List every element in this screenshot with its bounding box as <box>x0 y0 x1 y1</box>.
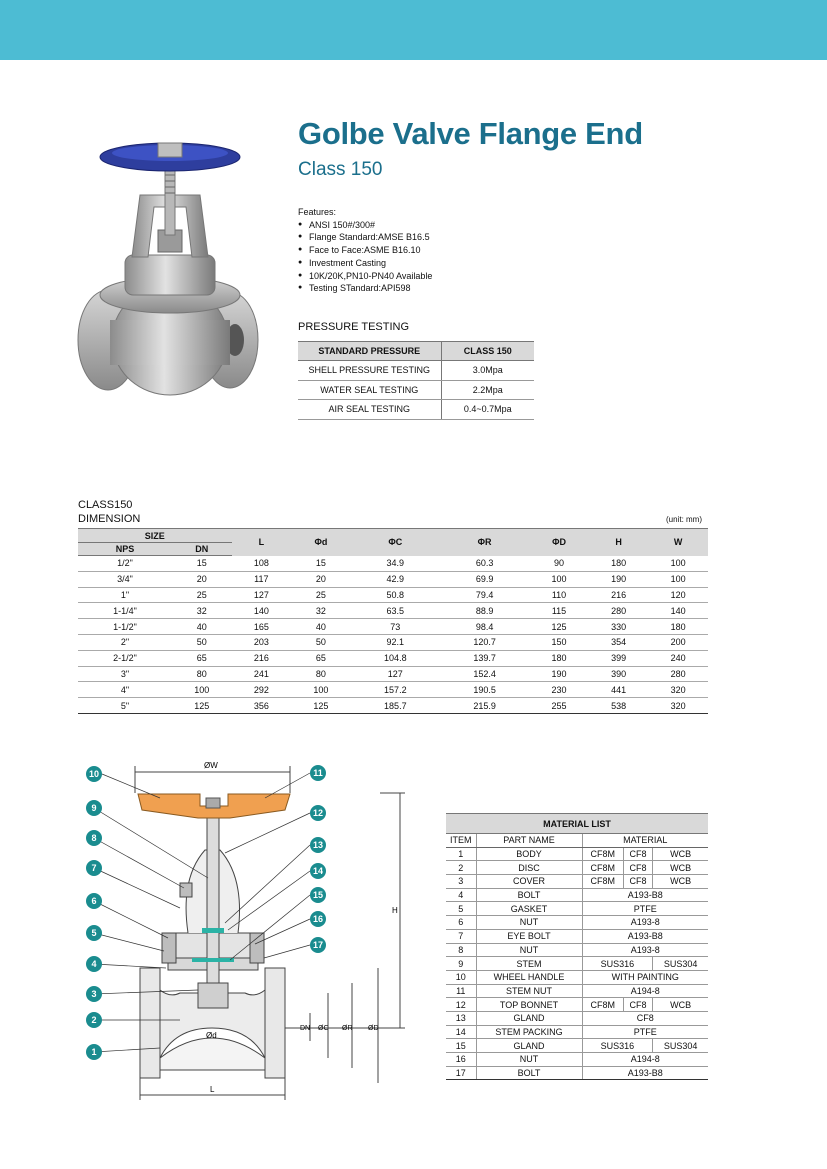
table-row <box>446 916 708 930</box>
table-cell: 3" <box>78 666 172 682</box>
column-header: PART NAME <box>476 834 582 848</box>
table-cell: 255 <box>529 698 589 714</box>
table-cell: GLAND <box>476 1039 582 1053</box>
table-cell: 3.0Mpa <box>441 361 534 381</box>
table-cell: 200 <box>648 634 708 650</box>
callout-badge <box>86 800 102 816</box>
table-cell: CF8M <box>582 847 623 861</box>
table-cell: 127 <box>232 587 292 603</box>
callout-number: 1 <box>91 1047 97 1057</box>
table-cell: STEM PACKING <box>476 1025 582 1039</box>
pressure-testing-table <box>298 341 534 420</box>
table-row <box>78 556 708 572</box>
table-cell: A193-B8 <box>582 888 708 902</box>
table-cell: 100 <box>291 682 351 698</box>
callout-badge <box>86 956 102 972</box>
table-row <box>78 666 708 682</box>
table-row <box>446 888 708 902</box>
column-header: L <box>232 529 292 556</box>
table-cell: 1" <box>78 587 172 603</box>
table-cell: CF8 <box>582 1011 708 1025</box>
table-row <box>446 984 708 998</box>
callout-badge <box>86 860 102 876</box>
table-cell: 538 <box>589 698 649 714</box>
table-cell: GLAND <box>476 1011 582 1025</box>
valve-photo <box>70 135 265 425</box>
table-cell: 230 <box>529 682 589 698</box>
table-cell: 1/2" <box>78 556 172 572</box>
table-cell: 2" <box>78 634 172 650</box>
table-cell: WHEEL HANDLE <box>476 970 582 984</box>
table-cell: 50 <box>172 634 232 650</box>
table-cell: 120.7 <box>440 634 529 650</box>
dim-label-w: ØW <box>204 761 218 770</box>
table-cell: 25 <box>172 587 232 603</box>
table-cell: A193-B8 <box>582 1066 708 1080</box>
table-row <box>446 929 708 943</box>
callout-number: 8 <box>91 833 97 843</box>
table-row <box>78 619 708 635</box>
table-cell: SUS316 <box>582 957 653 971</box>
class-label: CLASS150 <box>78 499 133 511</box>
table-cell: WCB <box>653 998 708 1012</box>
callout-number: 10 <box>88 769 100 779</box>
table-cell: 80 <box>291 666 351 682</box>
table-cell: SUS316 <box>582 1039 653 1053</box>
table-cell: 3 <box>446 875 476 889</box>
dim-label-c: ØC <box>318 1025 329 1032</box>
table-cell: 50 <box>291 634 351 650</box>
table-cell: 100 <box>529 571 589 587</box>
table-cell: STEM <box>476 957 582 971</box>
callout-number: 12 <box>312 808 324 818</box>
table-cell: 240 <box>648 650 708 666</box>
table-cell: 88.9 <box>440 603 529 619</box>
features-list <box>298 219 432 295</box>
dim-label-l: L <box>210 1085 215 1094</box>
callout-badge <box>86 893 102 909</box>
table-cell: A193-B8 <box>582 929 708 943</box>
table-row <box>298 380 534 400</box>
pressure-testing-heading: PRESSURE TESTING <box>298 321 410 333</box>
header-band <box>0 0 827 60</box>
table-cell: 190 <box>529 666 589 682</box>
table-cell: 80 <box>172 666 232 682</box>
table-row <box>78 698 708 714</box>
table-cell: CF8 <box>623 875 652 889</box>
table-cell: NUT <box>476 943 582 957</box>
table-cell: 150 <box>529 634 589 650</box>
table-cell: CF8M <box>582 861 623 875</box>
callout-number: 14 <box>312 866 324 876</box>
table-cell: 104.8 <box>351 650 440 666</box>
table-cell: 165 <box>232 619 292 635</box>
table-cell: PTFE <box>582 1025 708 1039</box>
table-cell: 15 <box>172 556 232 572</box>
callout-badge <box>86 986 102 1002</box>
table-cell: WATER SEAL TESTING <box>298 380 441 400</box>
callout-number: 15 <box>312 890 324 900</box>
table-cell: 42.9 <box>351 571 440 587</box>
table-cell: 7 <box>446 929 476 943</box>
table-cell: 108 <box>232 556 292 572</box>
table-row <box>298 400 534 420</box>
page-subtitle: Class 150 <box>298 159 383 180</box>
table-cell: 9 <box>446 957 476 971</box>
table-cell: 8 <box>446 943 476 957</box>
callout-badge <box>86 1044 102 1060</box>
table-cell: 356 <box>232 698 292 714</box>
column-header: ΦR <box>440 529 529 556</box>
table-cell: 140 <box>648 603 708 619</box>
table-cell: 6 <box>446 916 476 930</box>
table-cell: 12 <box>446 998 476 1012</box>
unit-label: (unit: mm) <box>666 515 702 524</box>
dim-label-d-small: Ød <box>206 1031 217 1040</box>
table-cell: 125 <box>172 698 232 714</box>
table-cell: 4 <box>446 888 476 902</box>
table-cell: A193-8 <box>582 943 708 957</box>
table-cell: 320 <box>648 682 708 698</box>
table-cell: CF8 <box>623 847 652 861</box>
table-cell: 11 <box>446 984 476 998</box>
table-cell: CF8 <box>623 861 652 875</box>
table-cell: 65 <box>172 650 232 666</box>
table-cell: 20 <box>291 571 351 587</box>
table-cell: 20 <box>172 571 232 587</box>
table-row <box>78 571 708 587</box>
table-row <box>446 1039 708 1053</box>
callout-number: 17 <box>312 940 324 950</box>
table-cell: STEM NUT <box>476 984 582 998</box>
callout-number: 13 <box>312 840 324 850</box>
dim-label-r: ØR <box>342 1025 353 1032</box>
table-row <box>446 1053 708 1067</box>
table-cell: TOP BONNET <box>476 998 582 1012</box>
table-cell: 2.2Mpa <box>441 380 534 400</box>
table-row <box>446 957 708 971</box>
table-cell: 14 <box>446 1025 476 1039</box>
features-block <box>298 206 432 295</box>
table-cell: 10 <box>446 970 476 984</box>
size-header: SIZE <box>78 529 232 543</box>
column-header: ΦC <box>351 529 440 556</box>
table-cell: 190.5 <box>440 682 529 698</box>
table-row <box>446 861 708 875</box>
table-cell: EYE BOLT <box>476 929 582 943</box>
table-cell: 180 <box>529 650 589 666</box>
table-cell: 100 <box>648 556 708 572</box>
table-cell: A194-8 <box>582 984 708 998</box>
callout-badge <box>310 911 326 927</box>
callout-number: 6 <box>91 896 97 906</box>
column-header: W <box>648 529 708 556</box>
table-cell: 152.4 <box>440 666 529 682</box>
column-header: DN <box>172 543 232 556</box>
table-cell: SHELL PRESSURE TESTING <box>298 361 441 381</box>
table-cell: DISC <box>476 861 582 875</box>
table-row <box>78 682 708 698</box>
table-cell: 65 <box>291 650 351 666</box>
column-header: H <box>589 529 649 556</box>
table-row <box>446 970 708 984</box>
table-cell: 241 <box>232 666 292 682</box>
callout-badge <box>86 925 102 941</box>
table-cell: 216 <box>232 650 292 666</box>
table-cell: 13 <box>446 1011 476 1025</box>
table-cell: WCB <box>653 875 708 889</box>
table-cell: 203 <box>232 634 292 650</box>
callout-number: 7 <box>91 863 97 873</box>
callout-badge <box>86 766 102 782</box>
table-cell: 17 <box>446 1066 476 1080</box>
feature-item: ● ANSI 150#/300# <box>298 219 432 232</box>
table-cell: BODY <box>476 847 582 861</box>
callout-number: 3 <box>91 989 97 999</box>
table-cell: 63.5 <box>351 603 440 619</box>
table-row <box>446 875 708 889</box>
table-row <box>446 998 708 1012</box>
table-cell: 320 <box>648 698 708 714</box>
callout-badge <box>310 805 326 821</box>
table-cell: NUT <box>476 916 582 930</box>
table-cell: 140 <box>232 603 292 619</box>
table-cell: 330 <box>589 619 649 635</box>
column-header: ITEM <box>446 834 476 848</box>
table-cell: 100 <box>648 571 708 587</box>
table-cell: 25 <box>291 587 351 603</box>
callout-badge <box>310 765 326 781</box>
table-cell: 1-1/2" <box>78 619 172 635</box>
table-cell: 3/4" <box>78 571 172 587</box>
column-header: CLASS 150 <box>441 342 534 361</box>
table-row <box>446 902 708 916</box>
feature-item: ● Flange Standard:AMSE B16.5 <box>298 231 432 244</box>
table-cell: 1 <box>446 847 476 861</box>
table-cell: 40 <box>172 619 232 635</box>
table-cell: 15 <box>446 1039 476 1053</box>
dim-label-d: ØD <box>368 1025 379 1032</box>
table-cell: 32 <box>291 603 351 619</box>
table-row <box>78 634 708 650</box>
table-cell: 115 <box>529 603 589 619</box>
table-cell: SUS304 <box>653 957 708 971</box>
column-header: NPS <box>78 543 172 556</box>
table-cell: 185.7 <box>351 698 440 714</box>
table-cell: 110 <box>529 587 589 603</box>
table-cell: CF8M <box>582 875 623 889</box>
table-cell: 441 <box>589 682 649 698</box>
table-cell: 1-1/4" <box>78 603 172 619</box>
table-cell: 15 <box>291 556 351 572</box>
table-row <box>298 361 534 381</box>
table-cell: AIR SEAL TESTING <box>298 400 441 420</box>
callout-number: 2 <box>91 1015 97 1025</box>
table-cell: 5 <box>446 902 476 916</box>
table-cell: 69.9 <box>440 571 529 587</box>
feature-item: ● Testing STandard:API598 <box>298 282 432 295</box>
table-cell: GASKET <box>476 902 582 916</box>
dim-label-h: H <box>392 906 398 915</box>
table-cell: 157.2 <box>351 682 440 698</box>
table-cell: 32 <box>172 603 232 619</box>
table-cell: 40 <box>291 619 351 635</box>
table-cell: 190 <box>589 571 649 587</box>
table-cell: 180 <box>648 619 708 635</box>
table-cell: 2-1/2" <box>78 650 172 666</box>
feature-item: ● Investment Casting <box>298 257 432 270</box>
table-cell: A193-8 <box>582 916 708 930</box>
callout-badge <box>310 863 326 879</box>
table-cell: NUT <box>476 1053 582 1067</box>
column-header: Φd <box>291 529 351 556</box>
feature-item: ● 10K/20K,PN10-PN40 Available <box>298 270 432 283</box>
table-cell: BOLT <box>476 888 582 902</box>
column-header: MATERIAL <box>582 834 708 848</box>
material-list-table <box>446 813 708 1080</box>
table-cell: 127 <box>351 666 440 682</box>
table-cell: 399 <box>589 650 649 666</box>
callout-badge <box>86 1012 102 1028</box>
table-row <box>446 1025 708 1039</box>
table-row <box>78 603 708 619</box>
callout-number: 4 <box>91 959 97 969</box>
callout-number: 5 <box>91 928 97 938</box>
table-cell: COVER <box>476 875 582 889</box>
page-title: Golbe Valve Flange End <box>298 116 643 151</box>
dimension-label: DIMENSION <box>78 513 141 525</box>
table-row <box>446 847 708 861</box>
table-cell: 390 <box>589 666 649 682</box>
table-cell: 120 <box>648 587 708 603</box>
table-cell: 4" <box>78 682 172 698</box>
table-row <box>446 1066 708 1080</box>
dimension-table <box>78 528 708 714</box>
table-row <box>78 650 708 666</box>
table-cell: 125 <box>291 698 351 714</box>
table-cell: 280 <box>589 603 649 619</box>
table-cell: 50.8 <box>351 587 440 603</box>
callout-number: 16 <box>312 914 324 924</box>
table-row <box>446 943 708 957</box>
dim-label-dn: DN <box>300 1025 311 1032</box>
table-cell: 2 <box>446 861 476 875</box>
callout-badge <box>310 937 326 953</box>
valve-drawing <box>80 758 425 1103</box>
table-cell: 5" <box>78 698 172 714</box>
table-cell: WCB <box>653 861 708 875</box>
table-cell: CF8 <box>623 998 652 1012</box>
features-heading: Features: <box>298 207 337 217</box>
column-header: STANDARD PRESSURE <box>298 342 441 361</box>
table-cell: 90 <box>529 556 589 572</box>
table-cell: 139.7 <box>440 650 529 666</box>
table-cell: A194-8 <box>582 1053 708 1067</box>
callout-badge <box>310 887 326 903</box>
table-cell: 354 <box>589 634 649 650</box>
table-cell: 100 <box>172 682 232 698</box>
table-cell: BOLT <box>476 1066 582 1080</box>
callout-number: 11 <box>313 768 323 778</box>
table-cell: 0.4~0.7Mpa <box>441 400 534 420</box>
callout-badge <box>310 837 326 853</box>
table-cell: 16 <box>446 1053 476 1067</box>
material-list-title: MATERIAL LIST <box>446 814 708 834</box>
table-cell: 34.9 <box>351 556 440 572</box>
table-cell: 180 <box>589 556 649 572</box>
table-cell: 280 <box>648 666 708 682</box>
table-cell: 292 <box>232 682 292 698</box>
table-cell: 216 <box>589 587 649 603</box>
table-cell: 73 <box>351 619 440 635</box>
callout-badge <box>86 830 102 846</box>
table-cell: 215.9 <box>440 698 529 714</box>
column-header: ΦD <box>529 529 589 556</box>
callout-number: 9 <box>91 803 97 813</box>
table-cell: 60.3 <box>440 556 529 572</box>
table-cell: 92.1 <box>351 634 440 650</box>
table-cell: CF8M <box>582 998 623 1012</box>
table-cell: 125 <box>529 619 589 635</box>
table-row <box>446 1011 708 1025</box>
table-row <box>78 587 708 603</box>
table-cell: 98.4 <box>440 619 529 635</box>
table-cell: WCB <box>653 847 708 861</box>
table-cell: WITH PAINTING <box>582 970 708 984</box>
table-cell: 117 <box>232 571 292 587</box>
table-cell: 79.4 <box>440 587 529 603</box>
feature-item: ● Face to Face:ASME B16.10 <box>298 244 432 257</box>
table-cell: PTFE <box>582 902 708 916</box>
dimension-caption <box>78 498 140 526</box>
table-cell: SUS304 <box>653 1039 708 1053</box>
